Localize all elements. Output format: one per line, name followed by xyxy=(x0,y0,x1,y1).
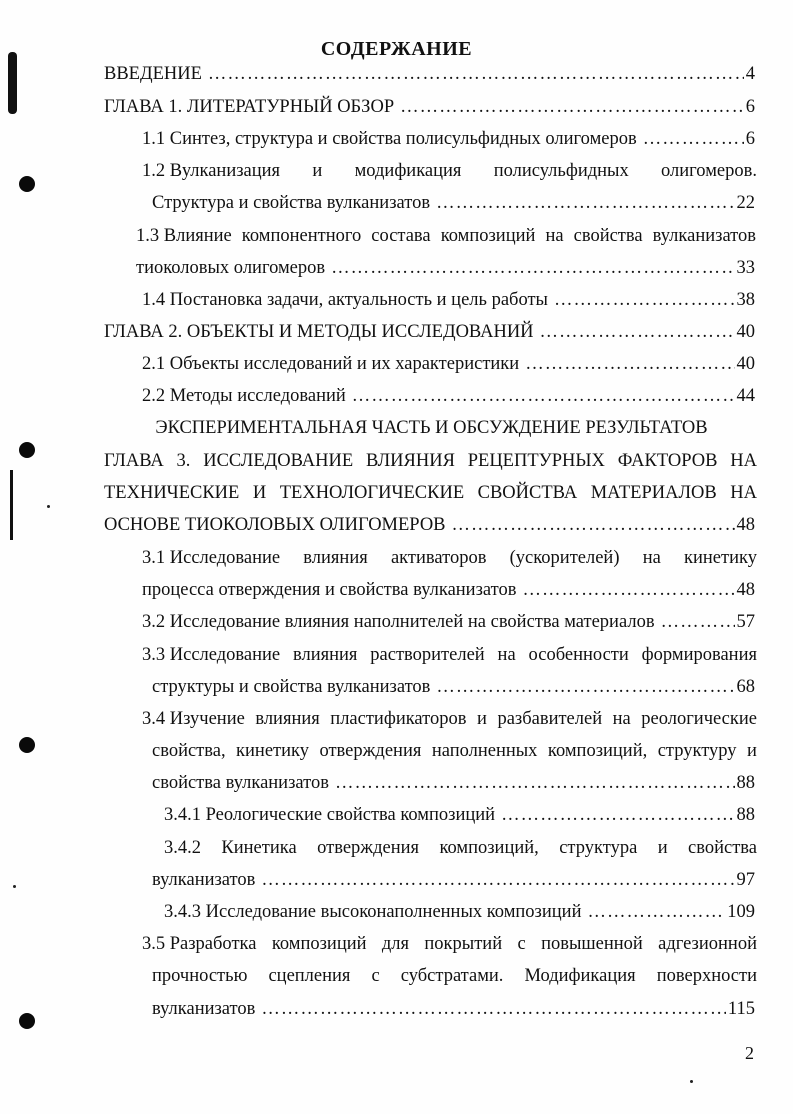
toc-word: свойства xyxy=(688,838,757,858)
toc-page-number: 68 xyxy=(736,677,755,697)
toc-word: и xyxy=(312,161,323,181)
toc-entry-section-3-1-line-2[interactable] xyxy=(142,578,755,602)
toc-word: вулканизатов xyxy=(652,226,756,246)
toc-page-number: 88 xyxy=(736,773,755,793)
toc-word: для xyxy=(381,934,410,954)
toc-entry-label: Структура и свойства вулканизатов xyxy=(152,193,431,213)
scan-edge-mark xyxy=(8,52,17,114)
scan-speck xyxy=(690,1080,693,1083)
toc-entry-chapter-3-line-1[interactable] xyxy=(104,449,757,473)
dot-leader xyxy=(400,95,744,119)
toc-page-number: 48 xyxy=(736,515,755,535)
toc-word: и xyxy=(477,709,487,729)
toc-entry-section-3-4-3[interactable] xyxy=(164,900,755,924)
toc-word: с xyxy=(371,966,380,986)
toc-entry-label: 2.1 Объекты исследований и их характеристики xyxy=(142,354,520,374)
dot-leader xyxy=(208,62,744,86)
toc-word: влияния xyxy=(292,645,358,665)
toc-entry-label: структуры и свойства вулканизатов xyxy=(152,677,431,697)
punch-hole xyxy=(19,442,35,458)
toc-page-number: 115 xyxy=(727,999,755,1019)
toc-word: сцепления xyxy=(268,966,351,986)
toc-word: ГЛАВА xyxy=(104,451,164,471)
toc-word: адгезионной xyxy=(658,934,757,954)
toc-word: 3.4.2 xyxy=(164,838,201,858)
toc-entry-chapter-1[interactable] xyxy=(104,95,755,119)
toc-word: разбавителей xyxy=(497,709,603,729)
toc-entry-label: 1.4 Постановка задачи, актуальность и цель работы xyxy=(142,290,548,310)
toc-word: Модификация xyxy=(524,966,636,986)
toc-word: отверждения xyxy=(317,838,420,858)
toc-word: НА xyxy=(730,451,757,471)
toc-entry-section-3-5-line-2[interactable] xyxy=(152,964,757,988)
toc-word: кинетику xyxy=(236,741,310,761)
toc-word: 3.1 Исследование xyxy=(142,548,281,568)
toc-word: кинетику xyxy=(684,548,757,568)
toc-word: МАТЕРИАЛОВ xyxy=(590,483,717,503)
toc-word: субстратами. xyxy=(400,966,504,986)
punch-hole xyxy=(19,737,35,753)
toc-word: на xyxy=(612,709,631,729)
dot-leader xyxy=(261,868,734,892)
toc-word: структура xyxy=(559,838,638,858)
toc-word: ТЕХНИЧЕСКИЕ xyxy=(104,483,240,503)
toc-page-number: 22 xyxy=(736,193,755,213)
toc-word: СВОЙСТВА xyxy=(477,483,578,503)
punch-hole xyxy=(19,1013,35,1029)
toc-entry-section-3-4-1[interactable] xyxy=(164,803,755,827)
toc-word: на xyxy=(545,226,564,246)
toc-word: структуру xyxy=(657,741,737,761)
dot-leader xyxy=(525,352,734,376)
toc-entry-label: тиоколовых олигомеров xyxy=(136,258,326,278)
toc-word: поверхности xyxy=(656,966,757,986)
toc-entry-section-3-3-line-1[interactable] xyxy=(142,643,757,667)
toc-word: 3. xyxy=(176,451,191,471)
toc-word: модификация xyxy=(354,161,462,181)
toc-word: отверждения xyxy=(319,741,422,761)
toc-page-number: 109 xyxy=(727,902,755,922)
dot-leader xyxy=(452,513,735,537)
toc-word: ИССЛЕДОВАНИЕ xyxy=(203,451,354,471)
dot-leader xyxy=(436,191,734,215)
toc-word: 1.3 Влияние xyxy=(136,226,232,246)
dot-leader xyxy=(661,610,735,634)
toc-word: 3.3 Исследование xyxy=(142,645,281,665)
dot-leader xyxy=(522,578,734,602)
toc-word: ТЕХНОЛОГИЧЕСКИЕ xyxy=(279,483,465,503)
toc-entry-section-2-1[interactable] xyxy=(142,352,755,376)
toc-word: на xyxy=(497,645,516,665)
toc-word: композиций, xyxy=(547,741,648,761)
scan-edge-mark xyxy=(10,470,13,540)
dot-leader xyxy=(501,803,734,827)
toc-word: композиций xyxy=(440,226,536,246)
toc-entry-label: 3.4.1 Реологические свойства композиций xyxy=(164,805,496,825)
toc-entry-section-2-2[interactable] xyxy=(142,384,755,408)
toc-word: композиций xyxy=(271,934,367,954)
toc-entry-label: ГЛАВА 1. ЛИТЕРАТУРНЫЙ ОБЗОР xyxy=(104,97,395,117)
toc-entry-section-1-3-line-1[interactable] xyxy=(136,224,756,248)
toc-word: РЕЦЕПТУРНЫХ xyxy=(467,451,605,471)
toc-word: 3.5 Разработка xyxy=(142,934,257,954)
toc-entry-section-1-3-line-2[interactable] xyxy=(136,256,755,280)
toc-entry-section-3-4-2-line-2[interactable] xyxy=(152,868,755,892)
dot-leader xyxy=(352,384,735,408)
dot-leader xyxy=(643,127,744,151)
toc-entry-label: ГЛАВА 2. ОБЪЕКТЫ И МЕТОДЫ ИССЛЕДОВАНИЙ xyxy=(104,322,534,342)
page-number: 2 xyxy=(745,1043,754,1063)
toc-entry-section-3-2[interactable] xyxy=(142,610,755,634)
toc-page-number: 38 xyxy=(736,290,755,310)
toc-word: реологические xyxy=(641,709,757,729)
toc-page-number: 57 xyxy=(736,612,755,632)
toc-entry-label: вулканизатов xyxy=(152,999,256,1019)
toc-page-number: 88 xyxy=(736,805,755,825)
toc-entry-section-1-2-line-1[interactable] xyxy=(142,159,757,183)
toc-word: и xyxy=(747,741,757,761)
toc-word: покрытий xyxy=(424,934,503,954)
dot-leader xyxy=(335,771,735,795)
toc-entry-label: 3.4.3 Исследование высоконаполненных композиций xyxy=(164,902,582,922)
toc-entry-introduction[interactable] xyxy=(104,62,755,86)
toc-word: 3.4 Изучение xyxy=(142,709,245,729)
toc-entry-section-3-1-line-1[interactable] xyxy=(142,546,757,570)
toc-entry-section-1-4[interactable] xyxy=(142,288,755,312)
toc-word: и xyxy=(657,838,668,858)
toc-entry-label: ВВЕДЕНИЕ xyxy=(104,64,202,84)
scan-speck xyxy=(47,505,50,508)
toc-word: растворителей xyxy=(370,645,485,665)
toc-entry-section-3-3-line-2[interactable] xyxy=(152,675,755,699)
toc-word: формирования xyxy=(641,645,757,665)
toc-word: наполненных xyxy=(431,741,538,761)
dot-leader xyxy=(331,256,734,280)
toc-page-number: 44 xyxy=(736,386,755,406)
toc-entry-label: 3.2 Исследование влияния наполнителей на свойства материалов xyxy=(142,612,655,632)
dot-leader xyxy=(554,288,735,312)
punch-hole xyxy=(19,176,35,192)
toc-word: повышенной xyxy=(541,934,643,954)
toc-word: НА xyxy=(730,483,757,503)
toc-entry-section-3-5-line-3[interactable] xyxy=(152,997,755,1021)
toc-word: 1.2 Вулканизация xyxy=(142,161,281,181)
toc-entry-section-1-1[interactable] xyxy=(142,127,755,151)
toc-word: прочностью xyxy=(152,966,248,986)
toc-entry-chapter-2[interactable] xyxy=(104,320,755,344)
toc-word: пластификаторов xyxy=(330,709,467,729)
toc-word: компонентного xyxy=(241,226,362,246)
toc-page-number: 40 xyxy=(736,354,755,374)
toc-word: олигомеров. xyxy=(661,161,757,181)
toc-word: влияния xyxy=(303,548,368,568)
toc-entry-section-1-2-line-2[interactable] xyxy=(152,191,755,215)
toc-word: активаторов xyxy=(390,548,487,568)
toc-word: полисульфидных xyxy=(493,161,629,181)
toc-word: свойства xyxy=(573,226,643,246)
toc-entry-label: 2.2 Методы исследований xyxy=(142,386,346,406)
dot-leader xyxy=(540,320,735,344)
scan-speck xyxy=(13,885,16,888)
toc-word: свойства, xyxy=(152,741,226,761)
toc-entry-label: процесса отверждения и свойства вулканизатов xyxy=(142,580,517,600)
toc-page-number: 40 xyxy=(736,322,755,342)
dot-leader xyxy=(261,997,726,1021)
toc-word: с xyxy=(517,934,526,954)
toc-entry-section-3-5-line-1[interactable] xyxy=(142,932,757,956)
toc-entry-section-3-4-line-1[interactable] xyxy=(142,707,757,731)
toc-page-number: 6 xyxy=(745,129,755,149)
toc-entry-label: ОСНОВЕ ТИОКОЛОВЫХ ОЛИГОМЕРОВ xyxy=(104,515,446,535)
toc-word: И xyxy=(252,483,267,503)
toc-entry-label: ЭКСПЕРИМЕНТАЛЬНАЯ ЧАСТЬ И ОБСУЖДЕНИЕ РЕЗУЛЬТАТОВ xyxy=(155,418,708,438)
dot-leader xyxy=(436,675,734,699)
toc-entry-section-3-4-line-2[interactable] xyxy=(152,739,757,763)
toc-entry-section-3-4-line-3[interactable] xyxy=(152,771,755,795)
page-title: СОДЕРЖАНИЕ xyxy=(320,38,473,60)
toc-entry-chapter-3-line-2[interactable] xyxy=(104,481,757,505)
toc-page-number: 33 xyxy=(736,258,755,278)
toc-page-number: 48 xyxy=(736,580,755,600)
toc-entry-chapter-3-line-3[interactable] xyxy=(104,513,755,537)
toc-page-number: 4 xyxy=(745,64,755,84)
toc-entry-label: вулканизатов xyxy=(152,870,256,890)
toc-page-number: 6 xyxy=(745,97,755,117)
toc-page-number: 97 xyxy=(736,870,755,890)
toc-entry-section-3-4-2-line-1[interactable] xyxy=(164,836,757,860)
toc-word: (ускорителей) xyxy=(509,548,620,568)
dot-leader xyxy=(587,900,725,924)
toc-word: на xyxy=(642,548,661,568)
toc-word: особенности xyxy=(528,645,629,665)
toc-word: Кинетика xyxy=(221,838,297,858)
toc-word: композиций, xyxy=(439,838,539,858)
toc-entry-experimental-part[interactable] xyxy=(104,416,759,440)
toc-entry-label: 1.1 Синтез, структура и свойства полисульфидных олигомеров xyxy=(142,129,637,149)
toc-word: ФАКТОРОВ xyxy=(617,451,718,471)
toc-word: влияния xyxy=(255,709,320,729)
toc-word: состава xyxy=(371,226,431,246)
toc-word: ВЛИЯНИЯ xyxy=(365,451,455,471)
toc-entry-label: свойства вулканизатов xyxy=(152,773,329,793)
